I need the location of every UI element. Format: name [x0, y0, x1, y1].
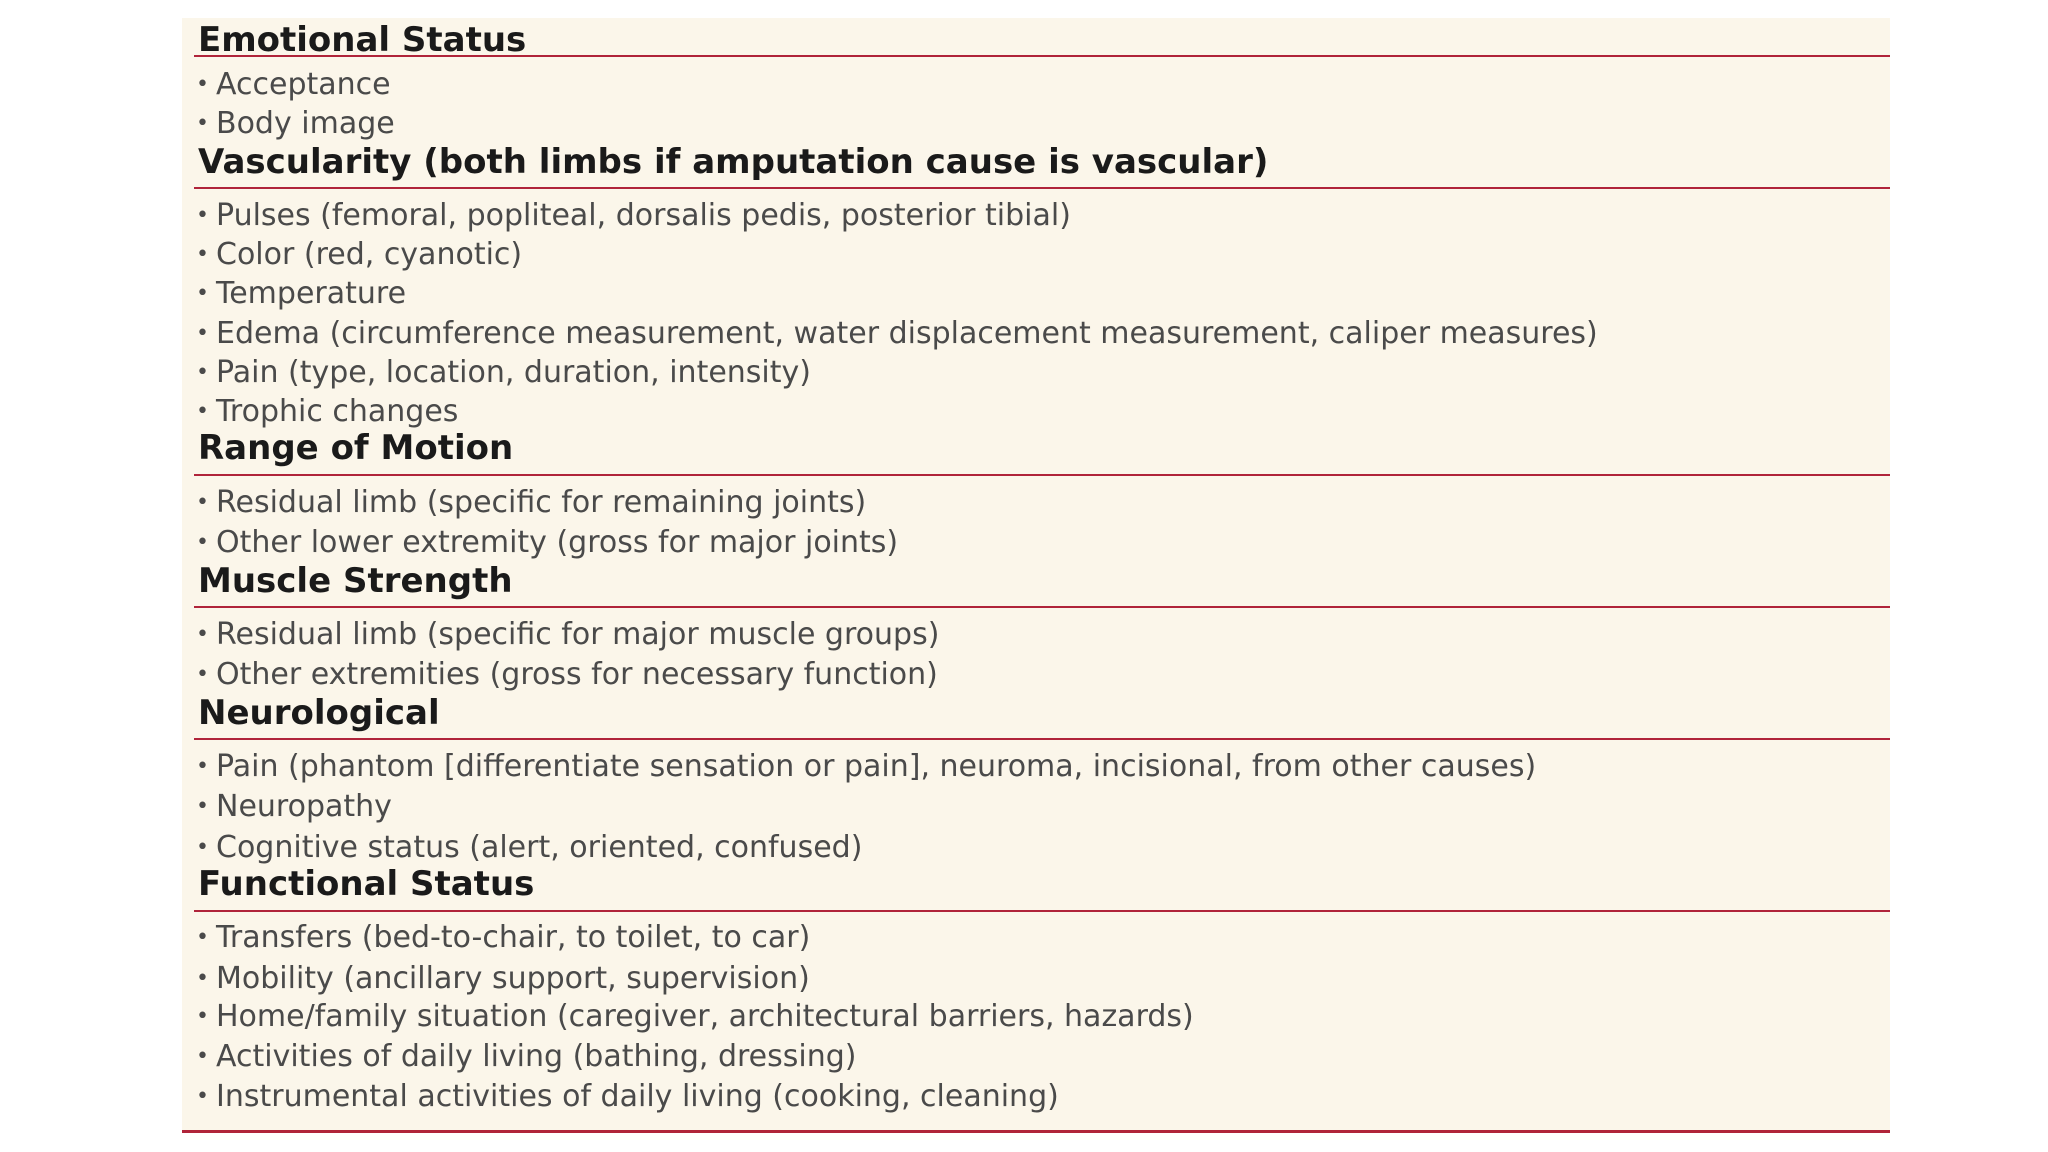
- section-heading-range-of-motion: Range of Motion: [198, 428, 514, 468]
- section-heading-vascularity: Vascularity (both limbs if amputation cause is vascular): [198, 142, 1269, 182]
- list-item-text: Cognitive status (alert, oriented, confused): [216, 830, 863, 865]
- list-item-text: Other lower extremity (gross for major joints): [216, 525, 899, 560]
- list-item: [196, 655, 938, 695]
- bullet-icon: •: [196, 321, 209, 346]
- list-item: [196, 747, 1536, 787]
- list-item: [196, 615, 939, 655]
- list-item: [196, 523, 898, 563]
- bullet-icon: •: [196, 966, 209, 991]
- assessment-table: [182, 18, 1890, 1133]
- bullet-icon: •: [196, 835, 209, 860]
- bullet-icon: •: [196, 490, 209, 515]
- bullet-icon: •: [196, 754, 209, 779]
- section-divider: [194, 738, 1890, 740]
- section-divider: [194, 606, 1890, 608]
- list-item-text: Home/family situation (caregiver, architectural barriers, hazards): [216, 999, 1194, 1034]
- bullet-icon: •: [196, 281, 209, 306]
- list-item: [196, 314, 1598, 354]
- list-item-text: Other extremities (gross for necessary function): [216, 657, 938, 692]
- list-item-text: Neuropathy: [216, 789, 392, 824]
- list-item: [196, 828, 862, 868]
- section-heading-functional-status: Functional Status: [198, 864, 535, 904]
- list-item-text: Trophic changes: [216, 394, 459, 429]
- bullet-icon: •: [196, 360, 209, 385]
- list-item-text: Color (red, cyanotic): [216, 237, 523, 272]
- bullet-icon: •: [196, 1004, 209, 1029]
- list-item: [196, 104, 395, 144]
- list-item: [196, 235, 522, 275]
- list-item-text: Residual limb (specific for major muscle groups): [216, 617, 940, 652]
- list-item: [196, 353, 811, 393]
- list-item: [196, 787, 392, 827]
- list-item-text: Acceptance: [216, 67, 391, 102]
- list-item: [196, 392, 458, 432]
- bullet-icon: •: [196, 794, 209, 819]
- list-item-text: Activities of daily living (bathing, dressing): [216, 1039, 857, 1074]
- section-heading-neurological: Neurological: [198, 693, 440, 733]
- list-item-text: Mobility (ancillary support, supervision): [216, 961, 810, 996]
- list-item-text: Instrumental activities of daily living (cooking, cleaning): [216, 1079, 1059, 1114]
- list-item: [196, 918, 810, 958]
- list-item-text: Temperature: [216, 276, 407, 311]
- list-item: [196, 997, 1194, 1037]
- bullet-icon: •: [196, 1044, 209, 1069]
- list-item: [196, 1037, 857, 1077]
- list-item: [196, 196, 1071, 236]
- list-item-text: Residual limb (specific for remaining joints): [216, 485, 867, 520]
- bullet-icon: •: [196, 622, 209, 647]
- list-item-text: Pulses (femoral, popliteal, dorsalis pedis, posterior tibial): [216, 198, 1071, 233]
- list-item-text: Transfers (bed-to-chair, to toilet, to car): [216, 920, 811, 955]
- bullet-icon: •: [196, 111, 209, 136]
- section-divider: [194, 910, 1890, 912]
- list-item: [196, 274, 406, 314]
- bullet-icon: •: [196, 72, 209, 97]
- bullet-icon: •: [196, 925, 209, 950]
- section-divider: [194, 187, 1890, 189]
- list-item: [196, 959, 810, 999]
- section-heading-emotional-status: Emotional Status: [198, 20, 527, 60]
- bullet-icon: •: [196, 662, 209, 687]
- list-item: [196, 483, 866, 523]
- list-item-text: Pain (phantom [differentiate sensation or pain], neuroma, incisional, from other causes): [216, 749, 1537, 784]
- section-divider: [194, 474, 1890, 476]
- list-item-text: Pain (type, location, duration, intensity): [216, 355, 811, 390]
- bullet-icon: •: [196, 530, 209, 555]
- section-heading-muscle-strength: Muscle Strength: [198, 561, 513, 601]
- bullet-icon: •: [196, 203, 209, 228]
- list-item-text: Edema (circumference measurement, water displacement measurement, caliper measures): [216, 316, 1598, 351]
- bullet-icon: •: [196, 399, 209, 424]
- bullet-icon: •: [196, 1084, 209, 1109]
- list-item: [196, 1077, 1059, 1117]
- list-item: [196, 65, 391, 105]
- bullet-icon: •: [196, 242, 209, 267]
- section-divider: [194, 55, 1890, 57]
- list-item-text: Body image: [216, 106, 395, 141]
